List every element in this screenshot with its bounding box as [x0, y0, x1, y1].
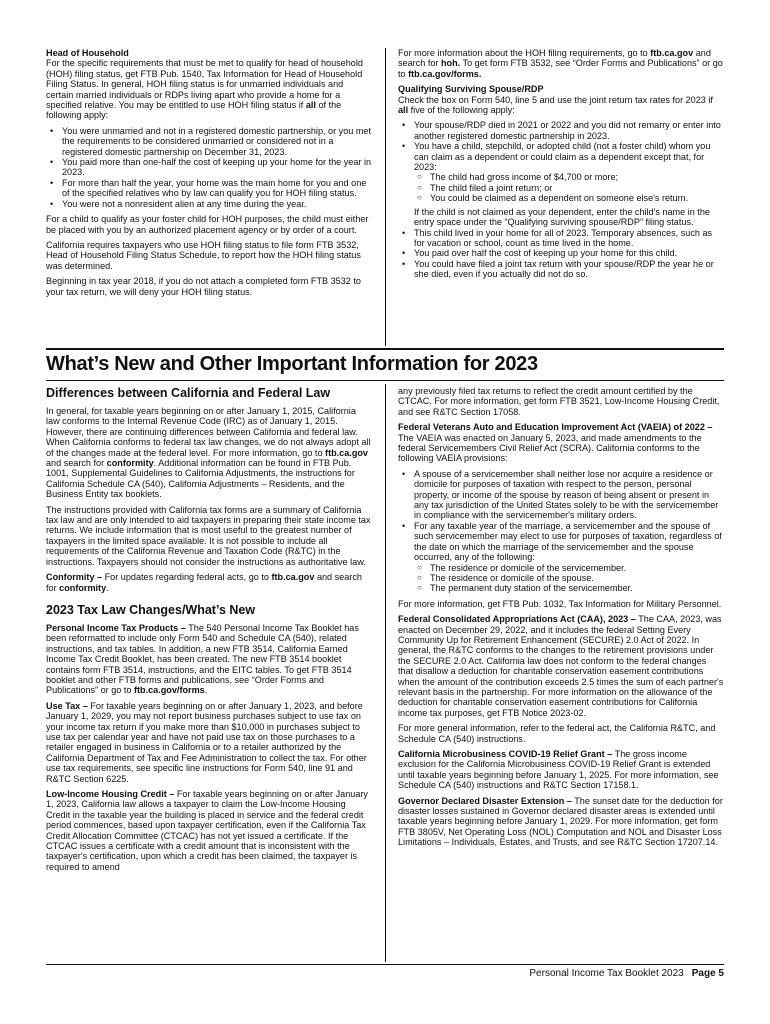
list-item: • You were unmarried and not in a registered domestic partnership, or you met the requirements to be considered unmarried or considered not in a registered domestic partnership on December 31, 2023.: [46, 126, 372, 157]
title-rule-bottom: [46, 380, 724, 381]
military-para: For more information, get FTB Pub. 1032, Tax Information for Military Personnel.: [398, 598, 722, 609]
hoh-section: [46, 48, 372, 302]
changes-heading: 2023 Tax Law Changes/What’s New: [46, 602, 256, 617]
qss-intro: Check the box on Form 540, line 5 and use the joint return tax rates for 2023 if all five of the following apply:: [398, 94, 713, 116]
ftb-forms-link[interactable]: ftb.ca.gov/forms.: [408, 68, 482, 79]
column-divider: [385, 48, 386, 346]
qss-heading: Qualifying Surviving Spouse/RDP: [398, 84, 544, 95]
list-item: • You have a child, stepchild, or adopted child (not a foster child) whom you can claim as a dependent or could claim as a dependent except that, for 2023: ○ The child had gross income of $4,700 or more; ○ The child filed a joint return; or ○ You could be claimed as a dependent on someone else's return. If the child is not claimed as your dependent, enter the child's name in the entry space under the “Qualifying surviving spouse/RDP” filing status.: [398, 141, 724, 227]
ftb-link[interactable]: ftb.ca.gov: [650, 48, 694, 58]
ftb-forms-link[interactable]: ftb.ca.gov/forms: [133, 685, 205, 696]
sub-item: ○ The residence or domicile of the spouse.: [414, 573, 724, 583]
list-item: • For any taxable year of the marriage, a servicemember and the spouse of such servicemember may elect to use for purposes of taxation, regardless of the date on which the marriage of the servicemember and the spouse occurred, any of the following: ○ The residence or domicile of the servicemember. ○ The residence or domicile of the spouse. ○ The permanent duty station of the servicemember.: [398, 521, 724, 594]
column-divider: [385, 384, 386, 962]
list-item: • Your spouse/RDP died in 2021 or 2022 and you did not remarry or enter into another registered domestic partnership in 2023.: [398, 120, 724, 141]
differences-para-2: The instructions provided with California tax forms are a summary of California tax law and are only intended to aid taxpayers in preparing their state income tax returns. We include information that is most useful to the greatest number of taxpayers in the limited space available. It is not possible to include all requirements of the California Revenue and Taxation Code (R&TC) in the instructions. Taxpayers should not consider the instructions as authoritative law.: [46, 504, 371, 567]
hoh-bullets: [46, 126, 372, 209]
differences-heading: Differences between California and Federal Law: [46, 386, 331, 400]
list-item: • For more than half the year, your home was the main home for you and one of the specified relatives who by law can qualify you for HOH filing status.: [46, 178, 372, 199]
differences-section: [46, 386, 372, 877]
sub-item: ○ The child filed a joint return; or: [414, 183, 724, 193]
list-item: • You paid more than one-half the cost of keeping up your home for the year in 2023.: [46, 157, 372, 178]
housing-credit-para: Low-Income Housing Credit – For taxable years beginning on or after January 1, 2023, California law allows a taxpayer to claim the Low-Income Housing Credit in the taxable year the building is placed in service and the federal credit period commences, based upon taxpayer certification, even if the California Tax Credit Allocation Committee (CTCAC) has not yet issued a certificate. If the CTCAC issues a certificate with a credit amount that is inconsistent with the taxpayer's certification, upon which a credit has been claimed, the taxpayer is required to amend: [46, 789, 368, 872]
sub-item: ○ The residence or domicile of the servicemember.: [414, 563, 724, 573]
qss-bullets: [398, 120, 724, 279]
foster-child-para: For a child to qualify as your foster child for HOH purposes, the child must either be placed with you by an authorized placement agency or by order of a court.: [46, 214, 369, 235]
list-item: • A spouse of a servicemember shall neither lose nor acquire a residence or domicile for purposes of taxation with respect to the person, personal property, or income of the spouse by reason of being absent or present in any tax jurisdiction of the United States solely to be with the servicemember in compliance with the servicemember's military orders.: [398, 469, 724, 521]
booklet-name: Personal Income Tax Booklet 2023: [529, 968, 684, 979]
list-item: • You paid over half the cost of keeping up your home for this child.: [398, 248, 724, 258]
list-item: • You were not a nonresident alien at any time during the year.: [46, 199, 372, 209]
page-number: Page 5: [691, 968, 724, 979]
footer-rule: [46, 964, 724, 965]
vaeia-bullets: [398, 469, 724, 594]
sub-item: ○ The child had gross income of $4,700 or more;: [414, 172, 724, 182]
conformity-para: Conformity – For updates regarding federal acts, go to ftb.ca.gov and search for conformity.: [46, 572, 362, 593]
housing-credit-cont: any previously filed tax returns to reflect the credit amount certified by the CTCAC. For more information, get form FTB 3521, Low-Income Housing Credit, and see R&TC Section 17058.: [398, 386, 720, 417]
disaster-para: Governor Declared Disaster Extension – The sunset date for the deduction for disaster losses sustained in Governor declared disaster areas is extended until taxable years beginning before January 1, 2029. For more information, get form FTB 3805V, Net Operating Loss (NOL) Computation and NOL and Disaster Loss Limitations – Individuals, Estates, and Trusts, and see R&TC Section 17207.14.: [398, 795, 723, 848]
hoh-intro: For the specific requirements that must be met to qualify for head of household (HOH) filing status, get FTB Pub. 1540, Tax Information for Head of Household Filing Status. In general, HOH filing status is for unmarried individuals and certain married individuals or RDPs living apart who provide a home for a specified relative. You may be entitled to use HOH filing status if all of the following apply:: [46, 58, 363, 121]
list-item: • You could have filed a joint tax return with your spouse/RDP the year he or she died, even if you actually did not do so.: [398, 259, 724, 280]
microbusiness-para: California Microbusiness COVID-19 Relief Grant – The gross income exclusion for the California Microbusiness COVID-19 Relief Grant is extended until taxable years beginning before January 1, 2025. For more information, see Schedule CA (540) instructions and R&TC Section 17158.1.: [398, 749, 719, 791]
products-para: Personal Income Tax Products – The 540 Personal Income Tax Booklet has been reformatted to include only Form 540 and Schedule CA (540), related instructions, and tax tables. In addition, a new FTB 3514, California Earned Income Tax Credit Booklet, has been created. The new FTB 3514 booklet contains form FTB 3514, instructions, and the EITC tables. To get FTB 3514 booklet and other FTB forms and publications, see “Order Forms and Publications” or go to ftb.ca.gov/forms.: [46, 622, 359, 696]
general-info-para: For more general information, refer to the federal act, the California R&TC, and Schedule CA (540) instructions.: [398, 723, 716, 744]
qss-note: If the child is not claimed as your dependent, enter the child's name in the entry space under the “Qualifying surviving spouse/RDP” filing status.: [414, 206, 710, 228]
deny-para: Beginning in tax year 2018, if you do not attach a completed form FTB 3532 to your tax return, we will deny your HOH filing status.: [46, 276, 361, 297]
use-tax-para: Use Tax – For taxable years beginning on or after January 1, 2023, and before January 1, 2029, you may not report business purchases subject to use tax on your income tax return if you make more than $10,000 in purchases subject to use tax per calendar year and have not paid use tax on those purchases to a retailer engaged in business in California or to a retailer authorized by the California Department of Tax and Fee Administration to collect the tax. For other use tax requirements, see specific line instructions for Form 540, line 91 and R&TC Section 6225.: [46, 700, 367, 784]
qss-section: [398, 48, 724, 285]
page-title: What’s New and Other Important Information for 2023: [46, 353, 538, 375]
hoh-more-info: For more information about the HOH filing requirements, go to ftb.ca.gov and search for hoh. To get form FTB 3532, see “Order Forms and Publications” or go to ftb.ca.gov/forms.: [398, 48, 723, 79]
ftb-link[interactable]: ftb.ca.gov: [325, 447, 368, 458]
vaeia-sublist: [414, 563, 724, 594]
page-footer: [529, 968, 724, 980]
differences-para-1: In general, for taxable years beginning on or after January 1, 2015, California law conforms to the Internal Revenue Code (IRC) as of January 1, 2015. However, there are continuing differences between California and federal law. When California conforms to federal tax law changes, we do not always adopt all of the changes made at the federal level. For more information, go to ftb.ca.gov and search for conformity. Additional information can be found in FTB Pub. 1001, Supplemental Guidelines to California Adjustments, the instructions for California Schedule CA (540), California Adjustments – Residents, and the Business Entity tax booklets.: [46, 406, 371, 500]
vaeia-para: Federal Veterans Auto and Education Improvement Act (VAEIA) of 2022 – The VAEIA was enacted on January 5, 2023, and made amendments to the federal Servicemembers Civil Relief Act (SCRA). California conforms to the following VAEIA provisions:: [398, 422, 713, 464]
right-column: [398, 386, 724, 853]
sub-item: ○ You could be claimed as a dependent on someone else's return.: [414, 193, 724, 203]
ftb3532-para: California requires taxpayers who use HOH filing status to file form FTB 3532, Head of Household Filing Status Schedule, to report how the HOH filing status was determined.: [46, 239, 361, 271]
title-rule-top: [46, 348, 724, 350]
sub-item: ○ The permanent duty station of the servicemember.: [414, 583, 724, 593]
caa-para: Federal Consolidated Appropriations Act (CAA), 2023 – The CAA, 2023, was enacted on December 29, 2022, and it includes the federal Setting Every Community Up for Retirement Enhancement (SECURE) 2.0 Act of 2022. In general, the R&TC conforms to the changes to the retirement provisions under the SECURE 2.0 Act. California law does not conform to the federal changes that disallow a deduction for charitable conservation easement contributions when the amount of the contribution exceeds 2.5 times the sum of each partner's relevant basis in the partnership. For more information on the allowance of the deduction for charitable conservation easement contributions for California income tax purposes, get FTB Notice 2023-02.: [398, 614, 724, 718]
list-item: • This child lived in your home for all of 2023. Temporary absences, such as for vacation or school, count as time lived in the home.: [398, 228, 724, 249]
hoh-heading: Head of Household: [46, 48, 129, 58]
qss-sublist: [414, 172, 724, 203]
ftb-link[interactable]: ftb.ca.gov: [271, 572, 315, 583]
